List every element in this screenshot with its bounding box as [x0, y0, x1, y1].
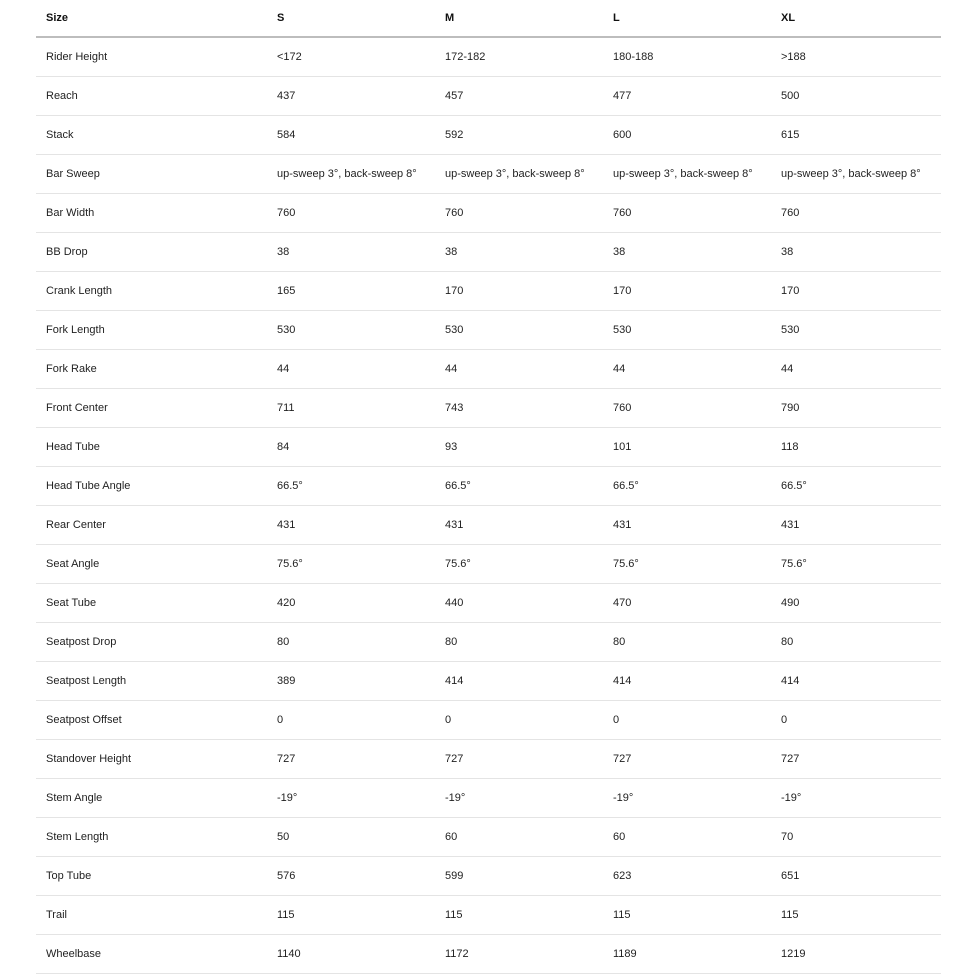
table-cell: 115 — [603, 896, 771, 935]
table-cell: 437 — [267, 77, 435, 116]
table-cell: 530 — [771, 311, 941, 350]
table-row — [36, 584, 941, 623]
table-cell: 0 — [435, 701, 603, 740]
table-cell: 760 — [267, 194, 435, 233]
table-cell: 44 — [267, 350, 435, 389]
table-row — [36, 155, 941, 194]
row-label: Stem Length — [36, 818, 267, 857]
table-cell: 530 — [267, 311, 435, 350]
table-row — [36, 77, 941, 116]
table-cell: -19° — [435, 779, 603, 818]
table-cell: 727 — [603, 740, 771, 779]
table-cell: 743 — [435, 389, 603, 428]
table-cell: 727 — [771, 740, 941, 779]
table-cell: 170 — [603, 272, 771, 311]
table-row — [36, 935, 941, 974]
table-cell: 760 — [603, 389, 771, 428]
table-cell: 115 — [435, 896, 603, 935]
header-row — [36, 0, 941, 37]
row-label: Head Tube Angle — [36, 467, 267, 506]
table-cell: 75.6° — [771, 545, 941, 584]
table-cell: 60 — [603, 818, 771, 857]
table-cell: 1172 — [435, 935, 603, 974]
row-label: Seatpost Offset — [36, 701, 267, 740]
table-cell: 165 — [267, 272, 435, 311]
table-cell: 592 — [435, 116, 603, 155]
table-row — [36, 896, 941, 935]
table-cell: 170 — [435, 272, 603, 311]
table-cell: <172 — [267, 37, 435, 77]
row-label: Top Tube — [36, 857, 267, 896]
row-label: Wheelbase — [36, 935, 267, 974]
table-cell: 80 — [603, 623, 771, 662]
table-cell: up-sweep 3°, back-sweep 8° — [771, 155, 941, 194]
table-cell: 470 — [603, 584, 771, 623]
table-cell: 84 — [267, 428, 435, 467]
table-cell: up-sweep 3°, back-sweep 8° — [435, 155, 603, 194]
table-cell: 38 — [267, 233, 435, 272]
table-body — [36, 37, 941, 974]
row-label: Standover Height — [36, 740, 267, 779]
table-cell: 75.6° — [267, 545, 435, 584]
table-cell: 115 — [267, 896, 435, 935]
table-cell: 530 — [603, 311, 771, 350]
table-cell: 115 — [771, 896, 941, 935]
table-cell: 440 — [435, 584, 603, 623]
table-row — [36, 701, 941, 740]
table-cell: 389 — [267, 662, 435, 701]
table-cell: -19° — [603, 779, 771, 818]
table-row — [36, 857, 941, 896]
table-cell: 0 — [771, 701, 941, 740]
table-row — [36, 662, 941, 701]
table-cell: 727 — [435, 740, 603, 779]
table-cell: 80 — [771, 623, 941, 662]
table-cell: 75.6° — [603, 545, 771, 584]
table-row — [36, 350, 941, 389]
table-row — [36, 116, 941, 155]
row-label: Seatpost Drop — [36, 623, 267, 662]
row-label: Crank Length — [36, 272, 267, 311]
table-cell: 576 — [267, 857, 435, 896]
table-row — [36, 428, 941, 467]
table-cell: 457 — [435, 77, 603, 116]
table-row — [36, 779, 941, 818]
geometry-table — [36, 0, 941, 974]
table-cell: 0 — [267, 701, 435, 740]
table-row — [36, 272, 941, 311]
table-cell: up-sweep 3°, back-sweep 8° — [603, 155, 771, 194]
row-label: Stack — [36, 116, 267, 155]
table-cell: 50 — [267, 818, 435, 857]
row-label: Front Center — [36, 389, 267, 428]
table-cell: 80 — [267, 623, 435, 662]
table-row — [36, 233, 941, 272]
table-cell: 711 — [267, 389, 435, 428]
table-cell: 60 — [435, 818, 603, 857]
table-cell: 44 — [771, 350, 941, 389]
table-row — [36, 623, 941, 662]
row-label: Stem Angle — [36, 779, 267, 818]
table-cell: 414 — [603, 662, 771, 701]
table-cell: 651 — [771, 857, 941, 896]
table-cell: 490 — [771, 584, 941, 623]
table-cell: 75.6° — [435, 545, 603, 584]
table-cell: 790 — [771, 389, 941, 428]
table-cell: 44 — [603, 350, 771, 389]
table-cell: 1140 — [267, 935, 435, 974]
table-cell: 431 — [603, 506, 771, 545]
table-row — [36, 818, 941, 857]
row-label: Rear Center — [36, 506, 267, 545]
table-cell: 38 — [603, 233, 771, 272]
table-cell: 1219 — [771, 935, 941, 974]
table-cell: 170 — [771, 272, 941, 311]
row-label: Fork Rake — [36, 350, 267, 389]
header-s: S — [267, 0, 435, 37]
table-cell: 615 — [771, 116, 941, 155]
table-row — [36, 545, 941, 584]
table-cell: 66.5° — [771, 467, 941, 506]
row-label: Head Tube — [36, 428, 267, 467]
table-row — [36, 740, 941, 779]
row-label: Seat Angle — [36, 545, 267, 584]
table-cell: 38 — [771, 233, 941, 272]
table-cell: 66.5° — [435, 467, 603, 506]
table-cell: 530 — [435, 311, 603, 350]
table-cell: 414 — [771, 662, 941, 701]
table-cell: 93 — [435, 428, 603, 467]
row-label: Seat Tube — [36, 584, 267, 623]
table-cell: 70 — [771, 818, 941, 857]
table-cell: 180-188 — [603, 37, 771, 77]
table-cell: 600 — [603, 116, 771, 155]
row-label: Bar Width — [36, 194, 267, 233]
table-cell: 431 — [267, 506, 435, 545]
table-cell: 623 — [603, 857, 771, 896]
row-label: Fork Length — [36, 311, 267, 350]
table-cell: 414 — [435, 662, 603, 701]
row-label: Reach — [36, 77, 267, 116]
table-cell: 80 — [435, 623, 603, 662]
table-row — [36, 194, 941, 233]
table-cell: 431 — [771, 506, 941, 545]
table-row — [36, 37, 941, 77]
row-label: Seatpost Length — [36, 662, 267, 701]
header-xl: XL — [771, 0, 941, 37]
table-cell: 101 — [603, 428, 771, 467]
header-size: Size — [36, 0, 267, 37]
row-label: Bar Sweep — [36, 155, 267, 194]
table-cell: 420 — [267, 584, 435, 623]
table-cell: 0 — [603, 701, 771, 740]
header-l: L — [603, 0, 771, 37]
table-row — [36, 506, 941, 545]
header-m: M — [435, 0, 603, 37]
table-cell: 500 — [771, 77, 941, 116]
row-label: Trail — [36, 896, 267, 935]
table-cell: 66.5° — [267, 467, 435, 506]
table-cell: 477 — [603, 77, 771, 116]
table-cell: up-sweep 3°, back-sweep 8° — [267, 155, 435, 194]
table-cell: -19° — [267, 779, 435, 818]
row-label: BB Drop — [36, 233, 267, 272]
table-cell: 172-182 — [435, 37, 603, 77]
row-label: Rider Height — [36, 37, 267, 77]
table-row — [36, 311, 941, 350]
table-cell: 66.5° — [603, 467, 771, 506]
table-cell: 1189 — [603, 935, 771, 974]
table-cell: 760 — [435, 194, 603, 233]
table-cell: 727 — [267, 740, 435, 779]
table-cell: 38 — [435, 233, 603, 272]
table-row — [36, 467, 941, 506]
table-header — [36, 0, 941, 37]
table-cell: 599 — [435, 857, 603, 896]
table-cell: 760 — [603, 194, 771, 233]
table-cell: 118 — [771, 428, 941, 467]
table-cell: >188 — [771, 37, 941, 77]
table-cell: 760 — [771, 194, 941, 233]
table-row — [36, 389, 941, 428]
table-cell: 44 — [435, 350, 603, 389]
table-cell: 584 — [267, 116, 435, 155]
table-cell: 431 — [435, 506, 603, 545]
table-cell: -19° — [771, 779, 941, 818]
